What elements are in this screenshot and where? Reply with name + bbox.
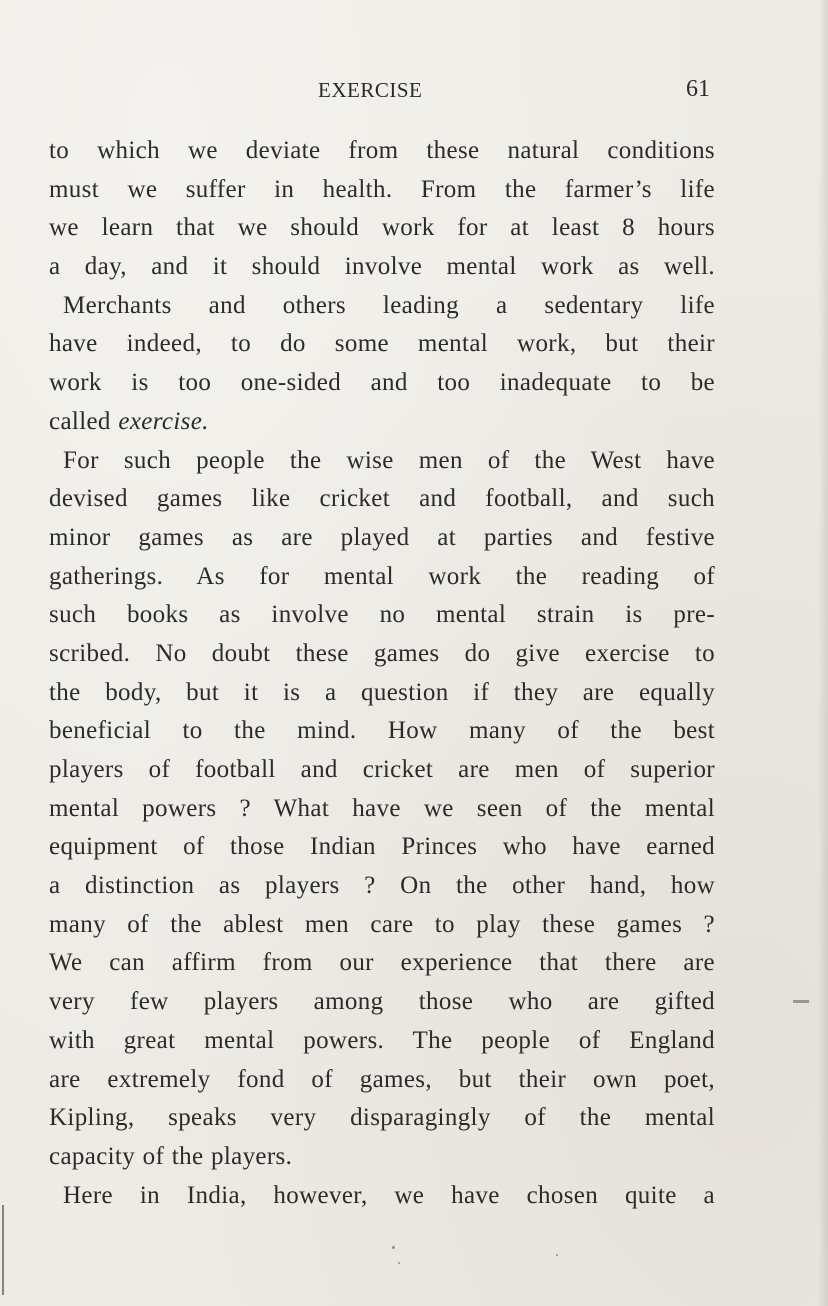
paper-specks [380,1240,580,1280]
text-line: are extremely fond of games, but their own poet, [49,1065,715,1093]
text-line: minor games as are played at parties and festive [49,523,715,551]
text-line: work is too one-sided and too inadequate to be [49,369,715,397]
text-line: Merchants and others leading a sedentary life [63,291,715,319]
speck [556,1254,558,1256]
text-line: the body, but it is a question if they are equally [49,678,715,706]
text-line: to which we deviate from these natural conditions [49,137,715,164]
text-line: Here in India, however, we have chosen quite a [63,1181,715,1209]
text-line: equipment of those Indian Princes who have earned [49,833,715,861]
text-line: a distinction as players ? On the other hand, how [49,872,715,900]
text-line: scribed. No doubt these games do give exercise to [49,639,715,667]
page-number: 61 [686,76,710,102]
text-line: must we suffer in health. From the farmer’s life [49,175,715,203]
text-line: a day, and it should involve mental work as well. [49,253,715,281]
text-line: such books as involve no mental strain is pre- [49,601,715,629]
running-head: EXERCISE [318,78,423,102]
text-line: have indeed, to do some mental work, but their [49,330,715,358]
binding-mark [2,1205,4,1295]
text-fragment: called [49,407,111,435]
text-line: Kipling, speaks very disparagingly of the mental [49,1104,715,1132]
margin-mark [793,1000,809,1003]
text-line: beneficial to the mind. How many of the best [49,717,715,745]
text-line: We can affirm from our experience that there are [49,949,715,977]
text-line: devised games like cricket and football, and such [49,485,715,513]
text-line: gatherings. As for mental work the reading of [49,562,715,590]
text-line: For such people the wise men of the West have [63,446,715,474]
text-line [49,403,715,442]
text-line: players of football and cricket are men of superior [49,756,715,783]
body-text [49,132,715,1215]
text-line: we learn that we should work for at least 8 hours [49,214,715,242]
speck [392,1246,395,1249]
page-edge-shadow [818,0,828,1306]
page-header [0,72,828,112]
text-line: with great mental powers. The people of England [49,1026,715,1054]
text-line: many of the ablest men care to play these games ? [49,910,715,938]
text-line: mental powers ? What have we seen of the mental [49,794,715,822]
text-line: very few players among those who are gifted [49,988,715,1016]
text-line: capacity of the players. [49,1142,293,1170]
speck [398,1262,400,1264]
italic-word: exercise. [118,407,209,435]
